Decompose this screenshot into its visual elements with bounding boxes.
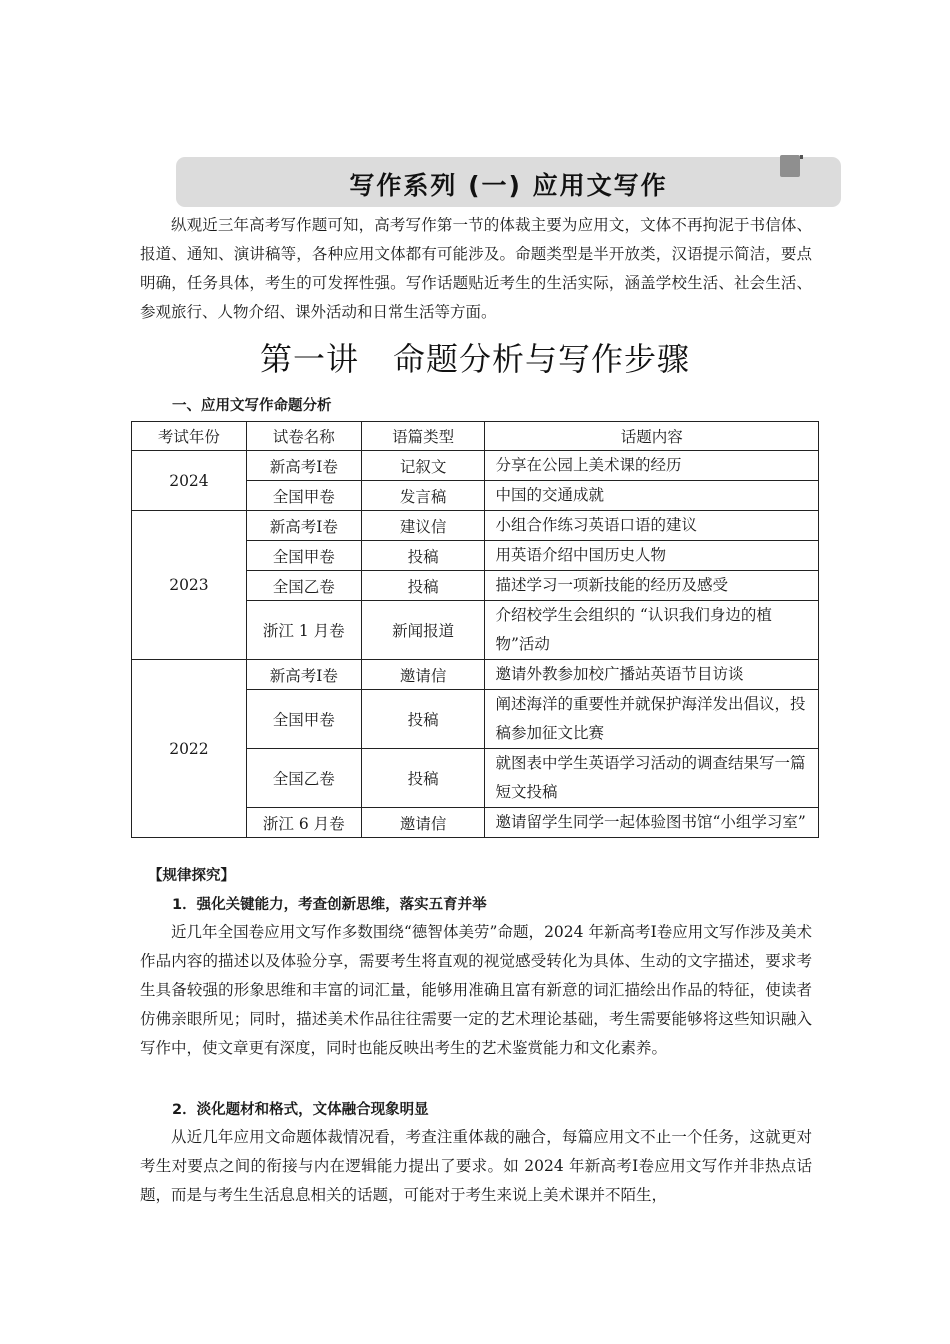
paper-cell: 全国甲卷 <box>246 690 361 749</box>
table-header-row <box>132 422 819 451</box>
genre-cell: 建议信 <box>361 511 485 541</box>
genre-cell: 投稿 <box>361 541 485 571</box>
topic-cell: 用英语介绍中国历史人物 <box>485 541 819 571</box>
year-cell: 2022 <box>132 660 247 838</box>
genre-cell: 记叙文 <box>361 451 485 481</box>
paper-cell: 新高考Ⅰ卷 <box>246 511 361 541</box>
genre-cell: 投稿 <box>361 690 485 749</box>
topic-cell: 描述学习一项新技能的经历及感受 <box>485 571 819 601</box>
rules-heading: 【规律探究】 <box>148 868 235 884</box>
genre-cell: 发言稿 <box>361 481 485 511</box>
paper-cell: 全国乙卷 <box>246 749 361 808</box>
point-2-title: 2．淡化题材和格式，文体融合现象明显 <box>172 1102 429 1118</box>
genre-cell: 邀请信 <box>361 660 485 690</box>
lecture-subject: 命题分析与写作步骤 <box>393 340 691 378</box>
point-1-title: 1．强化关键能力，考查创新思维，落实五育并举 <box>172 897 487 913</box>
header-topic: 话题内容 <box>485 422 819 451</box>
section-heading: 一、应用文写作命题分析 <box>172 398 332 414</box>
topic-analysis-table <box>131 421 819 838</box>
topic-cell: 邀请留学生同学一起体验图书馆“小组学习室” <box>485 808 819 838</box>
header-paper: 试卷名称 <box>246 422 361 451</box>
topic-cell: 就图表中学生英语学习活动的调查结果写一篇短文投稿 <box>485 749 819 808</box>
header-genre: 语篇类型 <box>361 422 485 451</box>
point-2-paragraph: 从近几年应用文命题体裁情况看，考查注重体裁的融合，每篇应用文不止一个任务，这就更对考生对要点之间的衔接与内在逻辑能力提出了要求。如 2024 年新高考Ⅰ卷应用文写作并非热点话题，而是与考生生活息息相关的话题，可能对于考生来说上美术课并不陌生， <box>140 1128 812 1204</box>
point-1-paragraph: 近几年全国卷应用文写作多数围绕“德智体美劳”命题，2024 年新高考Ⅰ卷应用文写作涉及美术作品内容的描述以及体验分享，需要考生将直观的视觉感受转化为具体、生动的文字描述，要求考生具备较强的形象思维和丰富的词汇量，能够用准确且富有新意的词汇描绘出作品的特征，使读者仿佛亲眼所见；同时，描述美术作品往往需要一定的艺术理论基础，考生需要能够将这些知识融入写作中，使文章更有深度，同时也能反映出考生的艺术鉴赏能力和文化素养。 <box>140 923 812 1057</box>
topic-cell: 小组合作练习英语口语的建议 <box>485 511 819 541</box>
series-title: 写作系列 (一) 应用文写作 <box>349 171 668 200</box>
genre-cell: 新闻报道 <box>361 601 485 660</box>
paper-cell: 新高考Ⅰ卷 <box>246 660 361 690</box>
genre-cell: 邀请信 <box>361 808 485 838</box>
bookmark-icon <box>780 155 800 177</box>
table-row <box>132 511 819 541</box>
header-year: 考试年份 <box>132 422 247 451</box>
table-row <box>132 660 819 690</box>
paper-cell: 全国甲卷 <box>246 481 361 511</box>
topic-cell: 中国的交通成就 <box>485 481 819 511</box>
paper-cell: 全国甲卷 <box>246 541 361 571</box>
year-cell: 2023 <box>132 511 247 660</box>
paper-cell: 浙江 6 月卷 <box>246 808 361 838</box>
paper-cell: 全国乙卷 <box>246 571 361 601</box>
section-banner <box>176 157 841 207</box>
intro-paragraph: 纵观近三年高考写作题可知，高考写作第一节的体裁主要为应用文，文体不再拘泥于书信体、报道、通知、演讲稿等，各种应用文体都有可能涉及。命题类型是半开放类，汉语提示简洁，要点明确，任务具体，考生的可发挥性强。写作话题贴近考生的生活实际，涵盖学校生活、社会生活、参观旅行、人物介绍、课外活动和日常生活等方面。 <box>140 216 812 321</box>
year-cell: 2024 <box>132 451 247 511</box>
topic-cell: 阐述海洋的重要性并就保护海洋发出倡议，投稿参加征文比赛 <box>485 690 819 749</box>
genre-cell: 投稿 <box>361 749 485 808</box>
topic-cell: 分享在公园上美术课的经历 <box>485 451 819 481</box>
topic-cell: 介绍校学生会组织的 “认识我们身边的植物”活动 <box>485 601 819 660</box>
table-row <box>132 451 819 481</box>
lecture-title <box>0 334 950 380</box>
paper-cell: 浙江 1 月卷 <box>246 601 361 660</box>
lecture-number: 第一讲 <box>259 340 359 378</box>
paper-cell: 新高考Ⅰ卷 <box>246 451 361 481</box>
genre-cell: 投稿 <box>361 571 485 601</box>
topic-cell: 邀请外教参加校广播站英语节目访谈 <box>485 660 819 690</box>
